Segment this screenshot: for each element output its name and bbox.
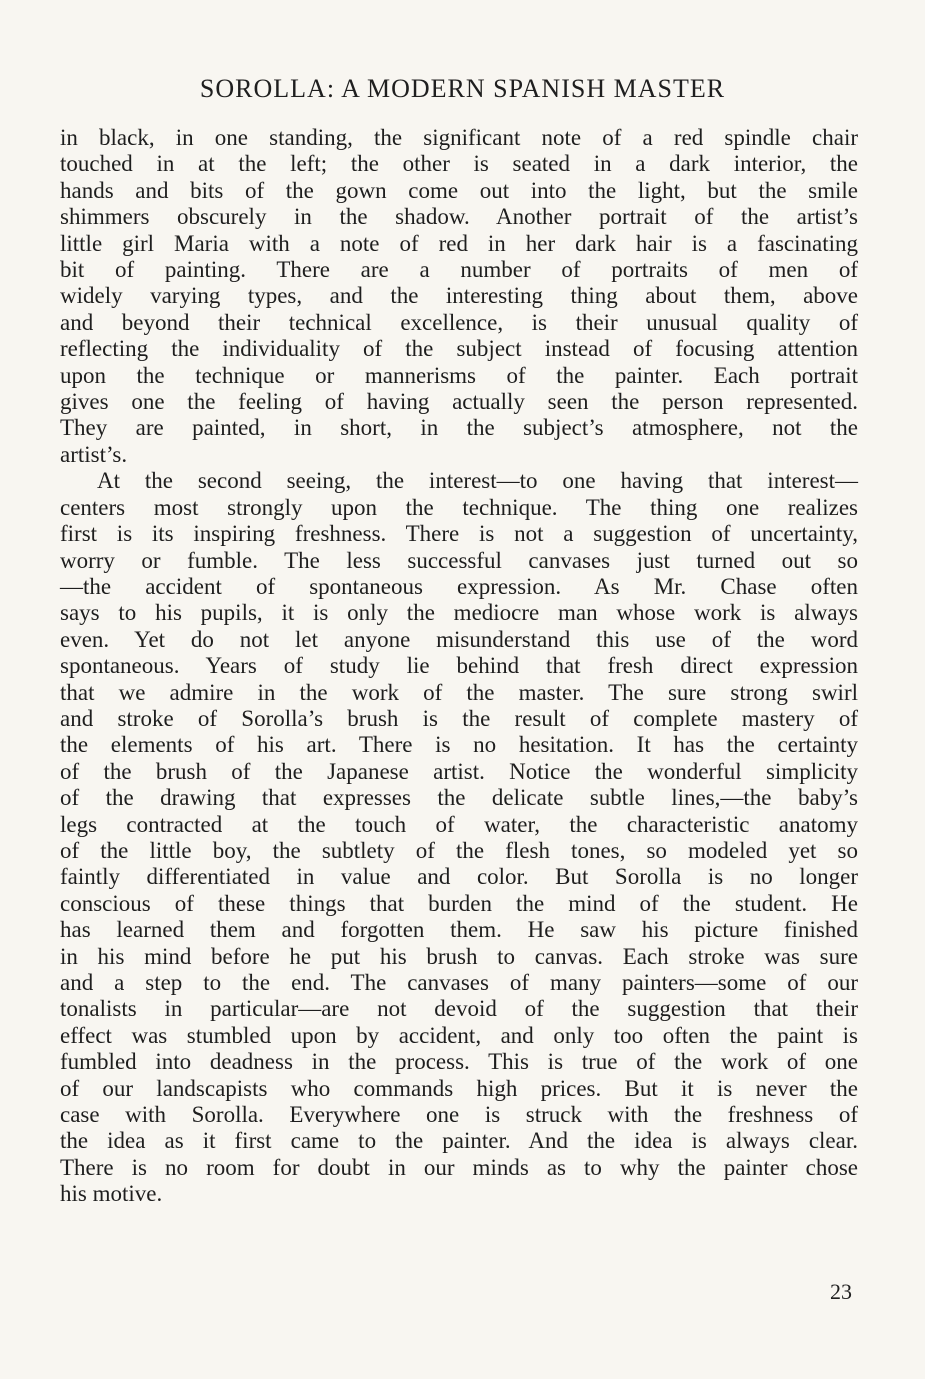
text-line: has learned them and forgotten them. He saw his picture finished bbox=[60, 917, 858, 943]
text-line: shimmers obscurely in the shadow. Another portrait of the artist’s bbox=[60, 204, 858, 230]
text-line: tonalists in particular—are not devoid of the suggestion that their bbox=[60, 996, 858, 1022]
text-line: At the second seeing, the interest—to one having that interest— bbox=[97, 468, 858, 494]
text-line: little girl Maria with a note of red in her dark hair is a fascinating bbox=[60, 230, 858, 256]
text-line: hands and bits of the gown come out into the light, but the smile bbox=[60, 177, 858, 203]
text-line: conscious of these things that burden the mind of the student. He bbox=[60, 890, 858, 916]
text-line: and stroke of Sorolla’s brush is the result of complete mastery of bbox=[60, 705, 858, 731]
text-line: and beyond their technical excellence, is their unusual quality of bbox=[60, 309, 858, 335]
text-line: of the brush of the Japanese artist. Notice the wonderful simplicity bbox=[60, 758, 858, 784]
text-line: There is no room for doubt in our minds as to why the painter chose bbox=[60, 1154, 858, 1180]
running-head: SOROLLA: A MODERN SPANISH MASTER bbox=[199, 74, 726, 103]
text-line: first is its inspiring freshness. There is not a suggestion of uncertainty, bbox=[60, 521, 858, 547]
page-number: 23 bbox=[830, 1279, 852, 1304]
text-line: —the accident of spontaneous expression. As Mr. Chase often bbox=[60, 573, 858, 599]
text-line: legs contracted at the touch of water, the characteristic anatomy bbox=[60, 811, 858, 837]
text-line: widely varying types, and the interesting thing about them, above bbox=[60, 283, 858, 309]
text-line: even. Yet do not let anyone misunderstand this use of the word bbox=[60, 626, 858, 652]
text-line: of the drawing that expresses the delicate subtle lines,—the baby’s bbox=[60, 785, 858, 811]
text-line: of the little boy, the subtlety of the flesh tones, so modeled yet so bbox=[60, 837, 858, 863]
text-line: effect was stumbled upon by accident, and only too often the paint is bbox=[60, 1022, 858, 1048]
text-line: in black, in one standing, the significant note of a red spindle chair bbox=[60, 125, 858, 150]
text-line: They are painted, in short, in the subject’s atmosphere, not the bbox=[60, 415, 858, 441]
text-line: the elements of his art. There is no hesitation. It has the certainty bbox=[60, 732, 858, 758]
text-line: his motive. bbox=[60, 1181, 163, 1207]
text-line: upon the technique or mannerisms of the painter. Each portrait bbox=[60, 362, 858, 388]
text-line: and a step to the end. The canvases of many painters—some of our bbox=[60, 970, 858, 995]
body-text bbox=[60, 125, 858, 1208]
text-line: says to his pupils, it is only the mediocre man whose work is always bbox=[60, 600, 858, 626]
text-line: gives one the feeling of having actually seen the person represented. bbox=[60, 389, 858, 415]
text-line: faintly differentiated in value and color. But Sorolla is no longer bbox=[60, 864, 858, 890]
text-line: artist’s. bbox=[60, 441, 128, 467]
text-line: fumbled into deadness in the process. This is true of the work of one bbox=[60, 1049, 858, 1075]
text-line: bit of painting. There are a number of portraits of men of bbox=[60, 257, 858, 283]
text-line: worry or fumble. The less successful canvases just turned out so bbox=[60, 547, 858, 573]
text-line: case with Sorolla. Everywhere one is struck with the freshness of bbox=[60, 1102, 858, 1128]
paragraph bbox=[60, 125, 858, 468]
text-line: of our landscapists who commands high prices. But it is never the bbox=[60, 1075, 858, 1101]
text-line: the idea as it first came to the painter. And the idea is always clear. bbox=[60, 1128, 858, 1154]
text-line: reflecting the individuality of the subject instead of focusing attention bbox=[60, 336, 858, 362]
text-line: centers most strongly upon the technique. The thing one realizes bbox=[60, 494, 858, 520]
paragraph bbox=[60, 468, 858, 1207]
text-line: spontaneous. Years of study lie behind that fresh direct expression bbox=[60, 653, 858, 679]
text-line: that we admire in the work of the master. The sure strong swirl bbox=[60, 679, 858, 705]
text-line: touched in at the left; the other is seated in a dark interior, the bbox=[60, 151, 858, 177]
text-line: in his mind before he put his brush to canvas. Each stroke was sure bbox=[60, 943, 858, 969]
